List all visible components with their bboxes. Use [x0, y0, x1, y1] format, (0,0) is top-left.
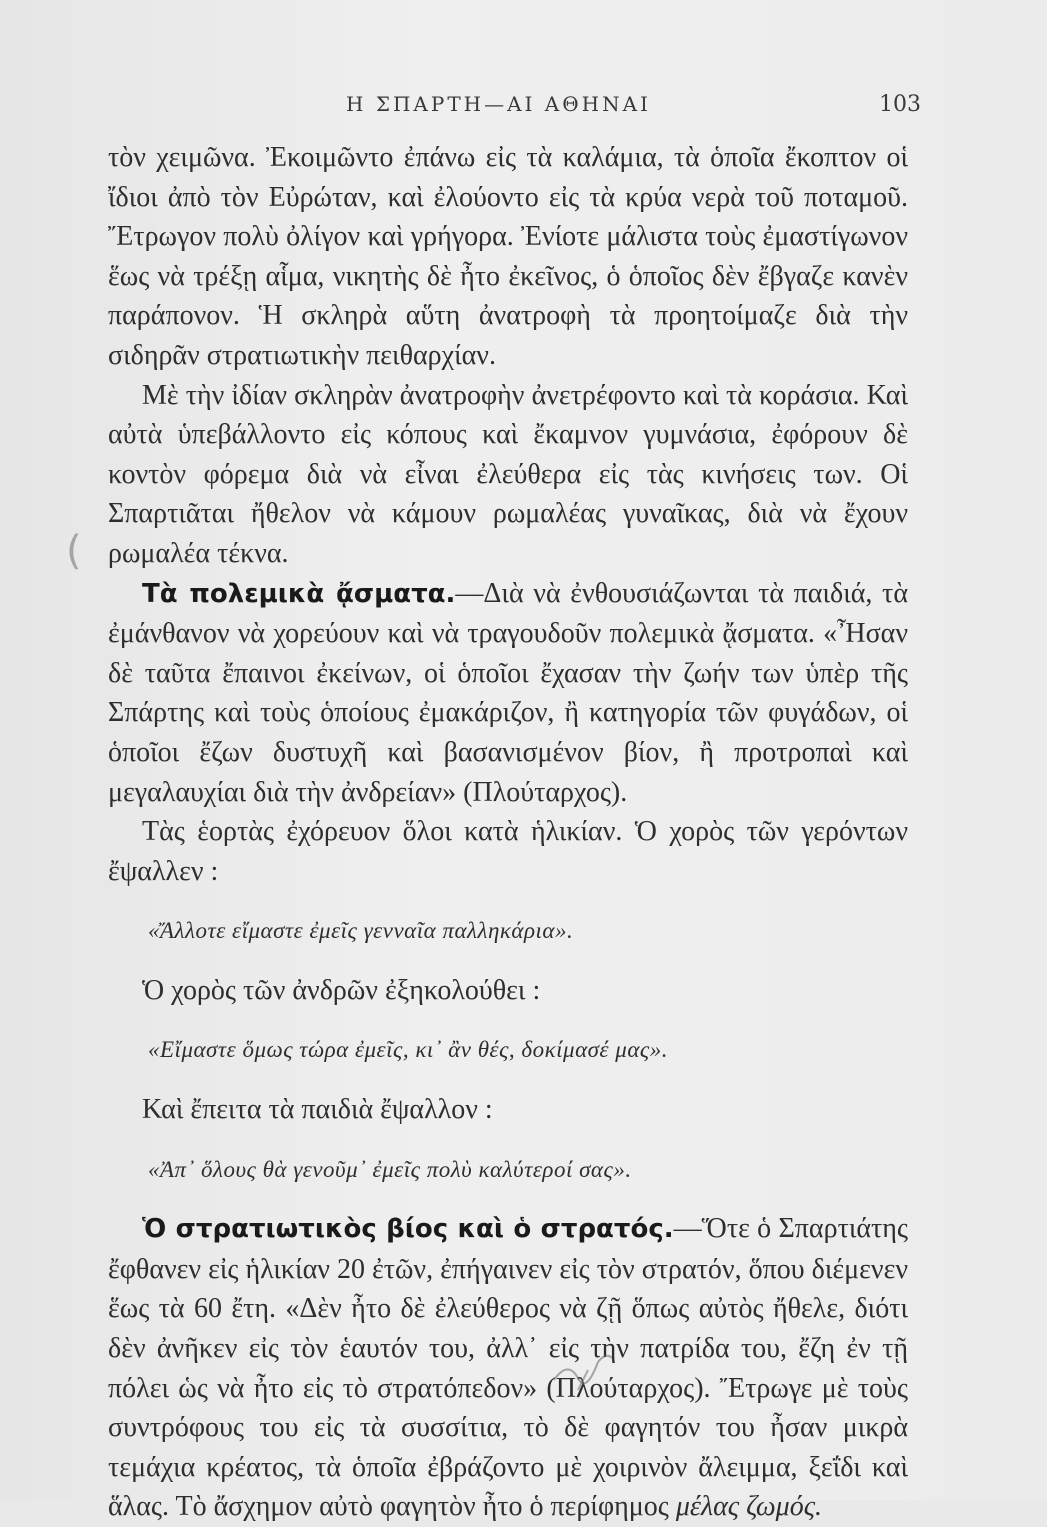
pencil-bracket-mark: (: [66, 528, 82, 574]
paragraph-girls-upbringing: Μὲ τὴν ἰδίαν σκληρὰν ἀνατροφὴν ἀνετρέφοντο καὶ τὰ κοράσια. Καὶ αὐτὰ ὑπεβάλλοντο εἰς κόπους καὶ ἔκαμνον γυμνάσια, ἐφόρουν δὲ κοντὸν φόρεμα διὰ νὰ εἶναι ἐλεύθερα εἰς τὰς κινήσεις των. Οἱ Σπαρτιᾶται ἤθελον νὰ κάμουν ρωμαλέας γυναῖκας, διὰ νὰ ἔχουν ρωμαλέα τέκνα.: [108, 379, 908, 569]
section-title-military-life: Ὁ στρατιωτικὸς βίος καὶ ὁ στρατός.: [142, 1214, 674, 1245]
intro-children-chorus: Καὶ ἔπειτα τὰ παιδιὰ ἔψαλλον :: [142, 1094, 493, 1126]
intro-men-chorus: Ὁ χορὸς τῶν ἀνδρῶν ἐξηκολούθει :: [142, 974, 541, 1006]
war-songs-text: —Διὰ νὰ ἐνθουσιάζωνται τὰ παιδιά, τὰ ἐμάνθανον νὰ χορεύουν καὶ νὰ τραγουδοῦν πολεμικὰ ᾄσματα. «Ἦσαν δὲ ταῦτα ἔπαινοι ἐκείνων, οἱ ὁποῖοι ἔχασαν τὴν ζωήν των ὑπὲρ τῆς Σπάρτης καὶ τοὺς ὁποίους ἐμακάριζον, ἢ κατηγορία τῶν φυγάδων, οἱ ὁποῖοι ἔζων δυστυχῆ καὶ βασανισμένον βίον, ἢ προτροπαὶ καὶ μεγαλαυχίαι διὰ τὴν ἀνδρείαν» (Πλούταρχος).: [108, 577, 908, 808]
paragraph-military-life: [108, 1209, 908, 1527]
page-number: 103: [879, 92, 921, 117]
song-elders: «Ἄλλοτε εἴμαστε ἐμεῖς γενναῖα παλληκάρια».: [148, 918, 574, 944]
page-body: [108, 138, 908, 1527]
running-head: Η ΣΠΑΡΤΗ—ΑΙ ΑΘΗΝΑΙ: [346, 92, 651, 116]
pencil-check-mark: [548, 1350, 618, 1400]
paragraph-winter-hardship: τὸν χειμῶνα. Ἐκοιμῶντο ἐπάνω εἰς τὰ καλάμια, τὰ ὁποῖα ἔκοπτον οἱ ἴδιοι ἀπὸ τὸν Εὐρώταν, καὶ ἐλούοντο εἰς τὰ κρύα νερὰ τοῦ ποταμοῦ. Ἔτρωγον πολὺ ὀλίγον καὶ γρήγορα. Ἐνίοτε μάλιστα τοὺς ἐμαστίγωνον ἕως νὰ τρέξῃ αἷμα, νικητὴς δὲ ἦτο ἐκεῖνος, ὁ ὁποῖος δὲν ἔβγαζε κανὲν παράπονον. Ἡ σκληρὰ αὕτη ἀνατροφὴ τὰ προητοίμαζε διὰ τὴν σιδηρᾶν στρατιωτικὴν πειθαρχίαν.: [108, 142, 908, 371]
military-life-italic-term: μέλας ζωμός.: [675, 1491, 823, 1523]
section-title-war-songs: Τὰ πολεμικὰ ᾄσματα.: [142, 578, 456, 609]
military-life-text: —Ὅτε ὁ Σπαρτιάτης ἔφθανεν εἰς ἡλικίαν 20 ἐτῶν, ἐπήγαινεν εἰς τὸν στρατόν, ὅπου διέμενεν ἕως τὰ 60 ἔτη. «Δὲν ἦτο δὲ ἐλεύθερος νὰ ζῇ ὅπως αὐτὸς ἤθελε, διότι δὲν ἀνῆκεν εἰς τὸν ἑαυτόν του, ἀλλ᾽ εἰς τὴν πατρίδα του, ἔζη ἐν τῇ πόλει ὡς νὰ ἦτο εἰς τὸ στρατόπεδον» (Πλούταρχος). Ἔτρωγε μὲ τοὺς συντρόφους του εἰς τὰ συσσίτια, τὸ δὲ φαγητόν του ἦσαν μικρὰ τεμάχια κρέατος, τὰ ὁποῖα ἐβράζοντο μὲ χοιρινὸν ἄλειμμα, ξεΐδι καὶ ἅλας. Τὸ ἄσχημον αὐτὸ φαγητὸν ἦτο ὁ περίφημος: [108, 1213, 909, 1523]
song-men: «Εἴμαστε ὅμως τώρα ἐμεῖς, κι᾽ ἂν θές, δοκίμασέ μας».: [148, 1037, 669, 1063]
paragraph-war-songs: [108, 574, 908, 813]
song-children: «Ἀπ᾽ ὅλους θὰ γενοῦμ᾽ ἐμεῖς πολὺ καλύτεροί σας».: [148, 1156, 632, 1182]
paragraph-festivals: Τὰς ἑορτὰς ἐχόρευον ὅλοι κατὰ ἡλικίαν. Ὁ χορὸς τῶν γερόντων ἔψαλλεν :: [108, 816, 908, 887]
page-header: [100, 92, 921, 122]
